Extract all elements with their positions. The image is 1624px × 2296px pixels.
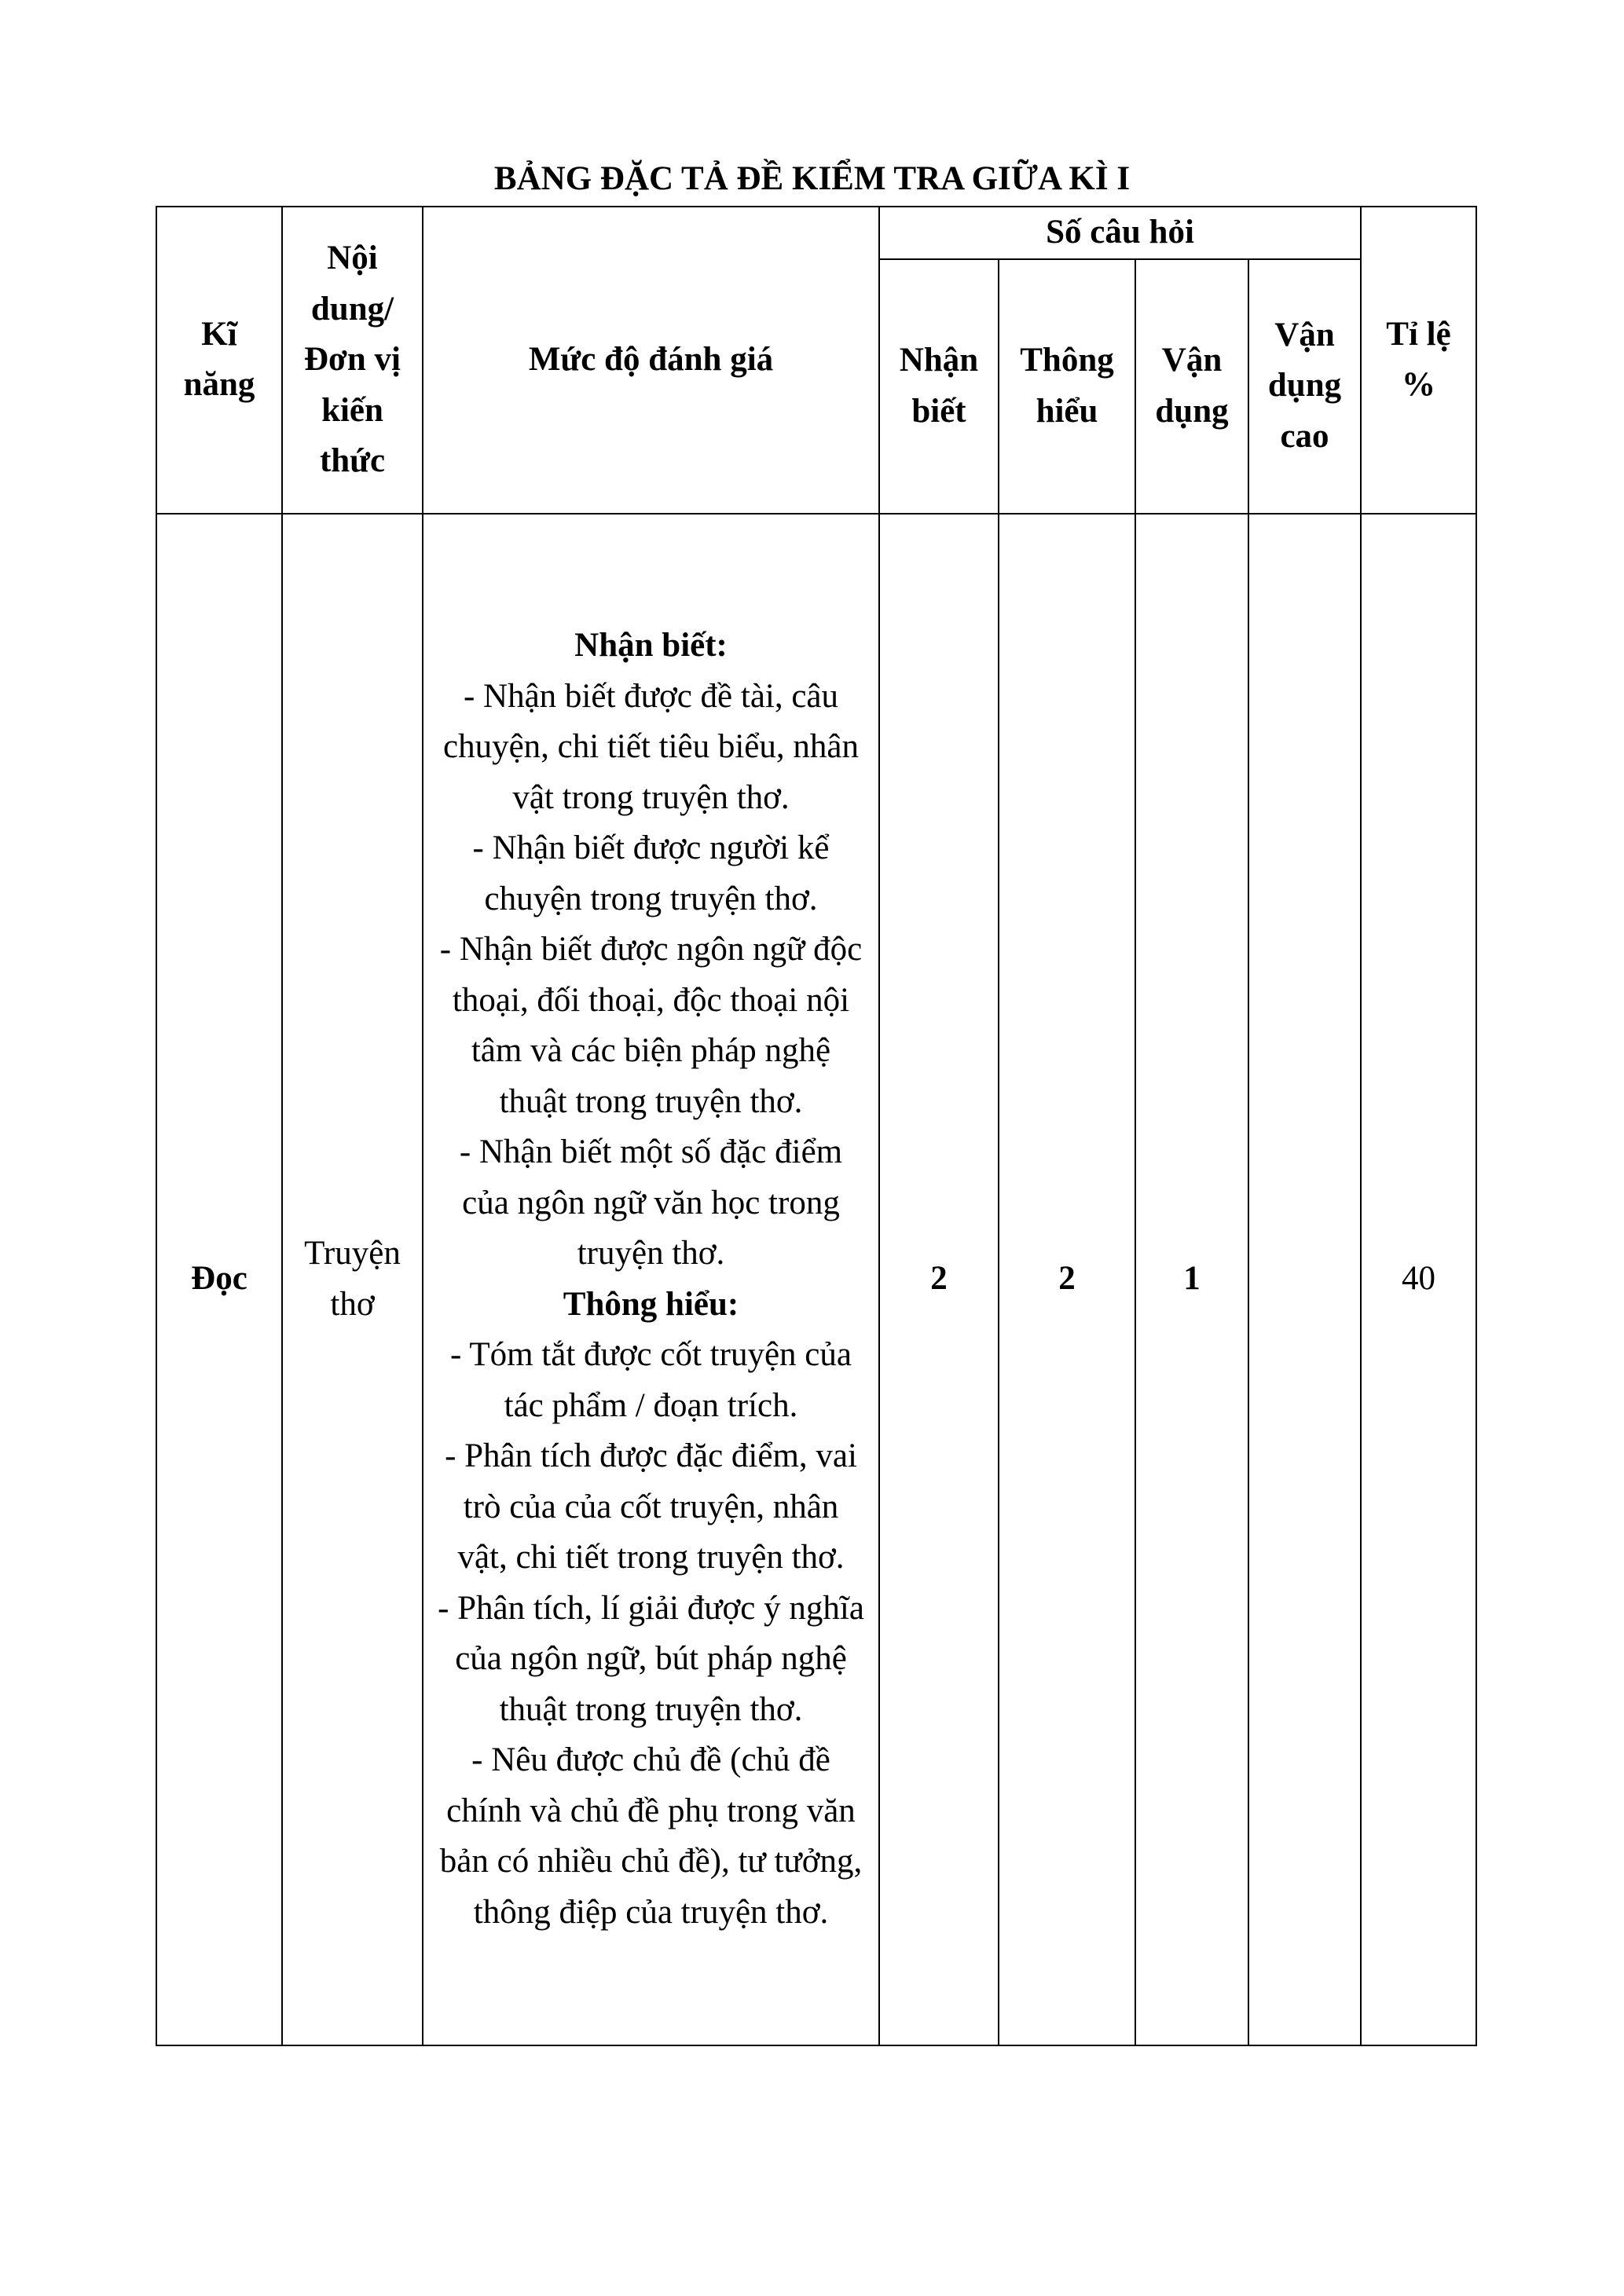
recognition-item: - Nhận biết được người kể chuyện trong truyện thơ. — [472, 829, 830, 917]
header-question-count: Số câu hỏi — [879, 207, 1361, 259]
comprehension-item: - Nêu được chủ đề (chủ đề chính và chủ đề phụ trong văn bản có nhiều chủ đề), tư tưởng, thông điệp của truyện thơ. — [439, 1741, 863, 1931]
recognition-item: - Nhận biết được đề tài, câu chuyện, chi tiết tiêu biểu, nhân vật trong truyện thơ. — [443, 677, 859, 816]
cell-unit: Truyện thơ — [282, 514, 423, 2045]
cell-application-count: 1 — [1135, 514, 1248, 2045]
recognition-item: - Nhận biết một số đặc điểm của ngôn ngữ văn học trong truyện thơ. — [459, 1133, 843, 1272]
header-level: Mức độ đánh giá — [423, 207, 879, 514]
comprehension-item: - Tóm tắt được cốt truyện của tác phẩm / đoạn trích. — [450, 1336, 852, 1424]
header-ratio: Tỉ lệ % — [1361, 207, 1476, 514]
spec-table — [156, 206, 1477, 2046]
header-high-application: Vận dụng cao — [1248, 259, 1361, 514]
cell-skill: Đọc — [156, 514, 282, 2045]
section-heading-comprehension: Thông hiểu: — [563, 1285, 739, 1323]
recognition-item: - Nhận biết được ngôn ngữ độc thoại, đối thoại, độc thoại nội tâm và các biện pháp nghệ thuật trong truyện thơ. — [439, 931, 863, 1120]
page-title: BẢNG ĐẶC TẢ ĐỀ KIỂM TRA GIỮA KÌ I — [493, 160, 1131, 197]
header-comprehension: Thông hiểu — [999, 259, 1135, 514]
section-heading-recognition: Nhận biết: — [574, 627, 728, 664]
header-recognition: Nhận biết — [879, 259, 999, 514]
comprehension-item: - Phân tích, lí giải được ý nghĩa của ngôn ngữ, bút pháp nghệ thuật trong truyện thơ. — [438, 1589, 864, 1728]
cell-ratio: 40 — [1361, 514, 1476, 2045]
cell-high-application-count — [1248, 514, 1361, 2045]
cell-level-description — [423, 514, 879, 2045]
header-skill: Kĩ năng — [156, 207, 282, 514]
comprehension-item: - Phân tích được đặc điểm, vai trò của của cốt truyện, nhân vật, chi tiết trong truyện thơ. — [445, 1437, 857, 1576]
header-unit: Nội dung/ Đơn vị kiến thức — [282, 207, 423, 514]
header-application: Vận dụng — [1135, 259, 1248, 514]
cell-comprehension-count: 2 — [999, 514, 1135, 2045]
cell-recognition-count: 2 — [879, 514, 999, 2045]
